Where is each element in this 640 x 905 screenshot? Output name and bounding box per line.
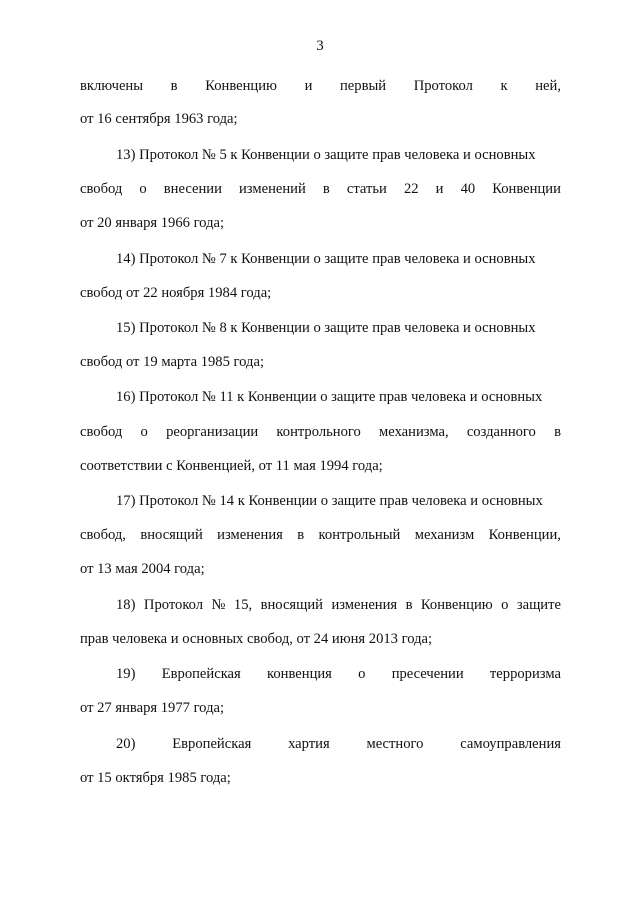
word: терроризма: [489, 666, 561, 682]
word: контрольный: [318, 527, 401, 543]
word: свобод: [80, 424, 123, 440]
word: конвенция: [267, 666, 332, 682]
word: реорганизации: [166, 424, 259, 440]
word: свобод: [80, 181, 123, 197]
word: 15,: [233, 597, 253, 613]
text-line: свобод от 22 ноября 1984 года;: [80, 285, 272, 301]
word: первый: [340, 78, 387, 94]
word: изменений: [238, 181, 306, 197]
word: о: [358, 666, 366, 682]
word: вносящий: [260, 597, 323, 613]
text-line: от 20 января 1966 года;: [80, 215, 225, 231]
word: изменения: [217, 527, 283, 543]
text-line: от 27 января 1977 года;: [80, 700, 225, 716]
word: Протокол: [143, 597, 204, 613]
word: Европейская: [161, 666, 241, 682]
word: №: [211, 597, 226, 613]
word: статьи: [346, 181, 387, 197]
word: Протокол: [413, 78, 473, 94]
text-line: 17) Протокол № 14 к Конвенции о защите прав человека и основных: [116, 493, 543, 509]
word: о: [501, 597, 509, 613]
text-line: свобод от 19 марта 1985 года;: [80, 354, 265, 370]
word: Конвенции: [492, 181, 561, 197]
word: Конвенции,: [488, 527, 561, 543]
word: в: [297, 527, 305, 543]
text-line: 13) Протокол № 5 к Конвенции о защите прав человека и основных: [116, 147, 536, 163]
word: и: [435, 181, 444, 197]
word: механизм: [414, 527, 475, 543]
word: ней,: [535, 78, 561, 94]
word: хартия: [288, 736, 330, 752]
word: контрольного: [276, 424, 361, 440]
text-line: [116, 596, 561, 614]
word: в: [554, 424, 561, 440]
word: самоуправления: [460, 736, 561, 752]
text-line: [80, 423, 561, 441]
text-line: 14) Протокол № 7 к Конвенции о защите прав человека и основных: [116, 251, 536, 267]
text-line: [116, 665, 561, 683]
word: местного: [366, 736, 424, 752]
word: включены: [80, 78, 144, 94]
text-line: [116, 735, 561, 753]
word: 20): [116, 736, 136, 752]
text-line: [80, 526, 561, 544]
word: 22: [403, 181, 419, 197]
text-line: 15) Протокол № 8 к Конвенции о защите прав человека и основных: [116, 320, 536, 336]
word: механизма,: [379, 424, 449, 440]
word: 18): [116, 597, 136, 613]
word: 40: [460, 181, 476, 197]
word: свобод,: [80, 527, 126, 543]
text-line: [80, 180, 561, 198]
word: вносящий: [140, 527, 203, 543]
text-line: от 13 мая 2004 года;: [80, 561, 205, 577]
text-line: от 16 сентября 1963 года;: [80, 111, 238, 127]
text-line: от 15 октября 1985 года;: [80, 770, 231, 786]
word: Конвенцию: [205, 78, 277, 94]
word: пресечении: [391, 666, 464, 682]
word: защите: [516, 597, 561, 613]
word: изменения: [331, 597, 398, 613]
word: к: [500, 78, 508, 94]
word: и: [304, 78, 313, 94]
page-number: 3: [316, 38, 324, 54]
word: в: [170, 78, 178, 94]
word: о: [140, 424, 148, 440]
word: внесении: [163, 181, 222, 197]
word: Конвенцию: [420, 597, 493, 613]
word: в: [405, 597, 413, 613]
word: созданного: [466, 424, 536, 440]
word: о: [139, 181, 147, 197]
text-line: прав человека и основных свобод, от 24 июня 2013 года;: [80, 631, 433, 647]
text-line: [80, 77, 561, 95]
text-line: соответствии с Конвенцией, от 11 мая 1994 года;: [80, 458, 383, 474]
word: Европейская: [172, 736, 252, 752]
word: 19): [116, 666, 136, 682]
text-line: 16) Протокол № 11 к Конвенции о защите прав человека и основных: [116, 389, 543, 405]
word: в: [322, 181, 330, 197]
